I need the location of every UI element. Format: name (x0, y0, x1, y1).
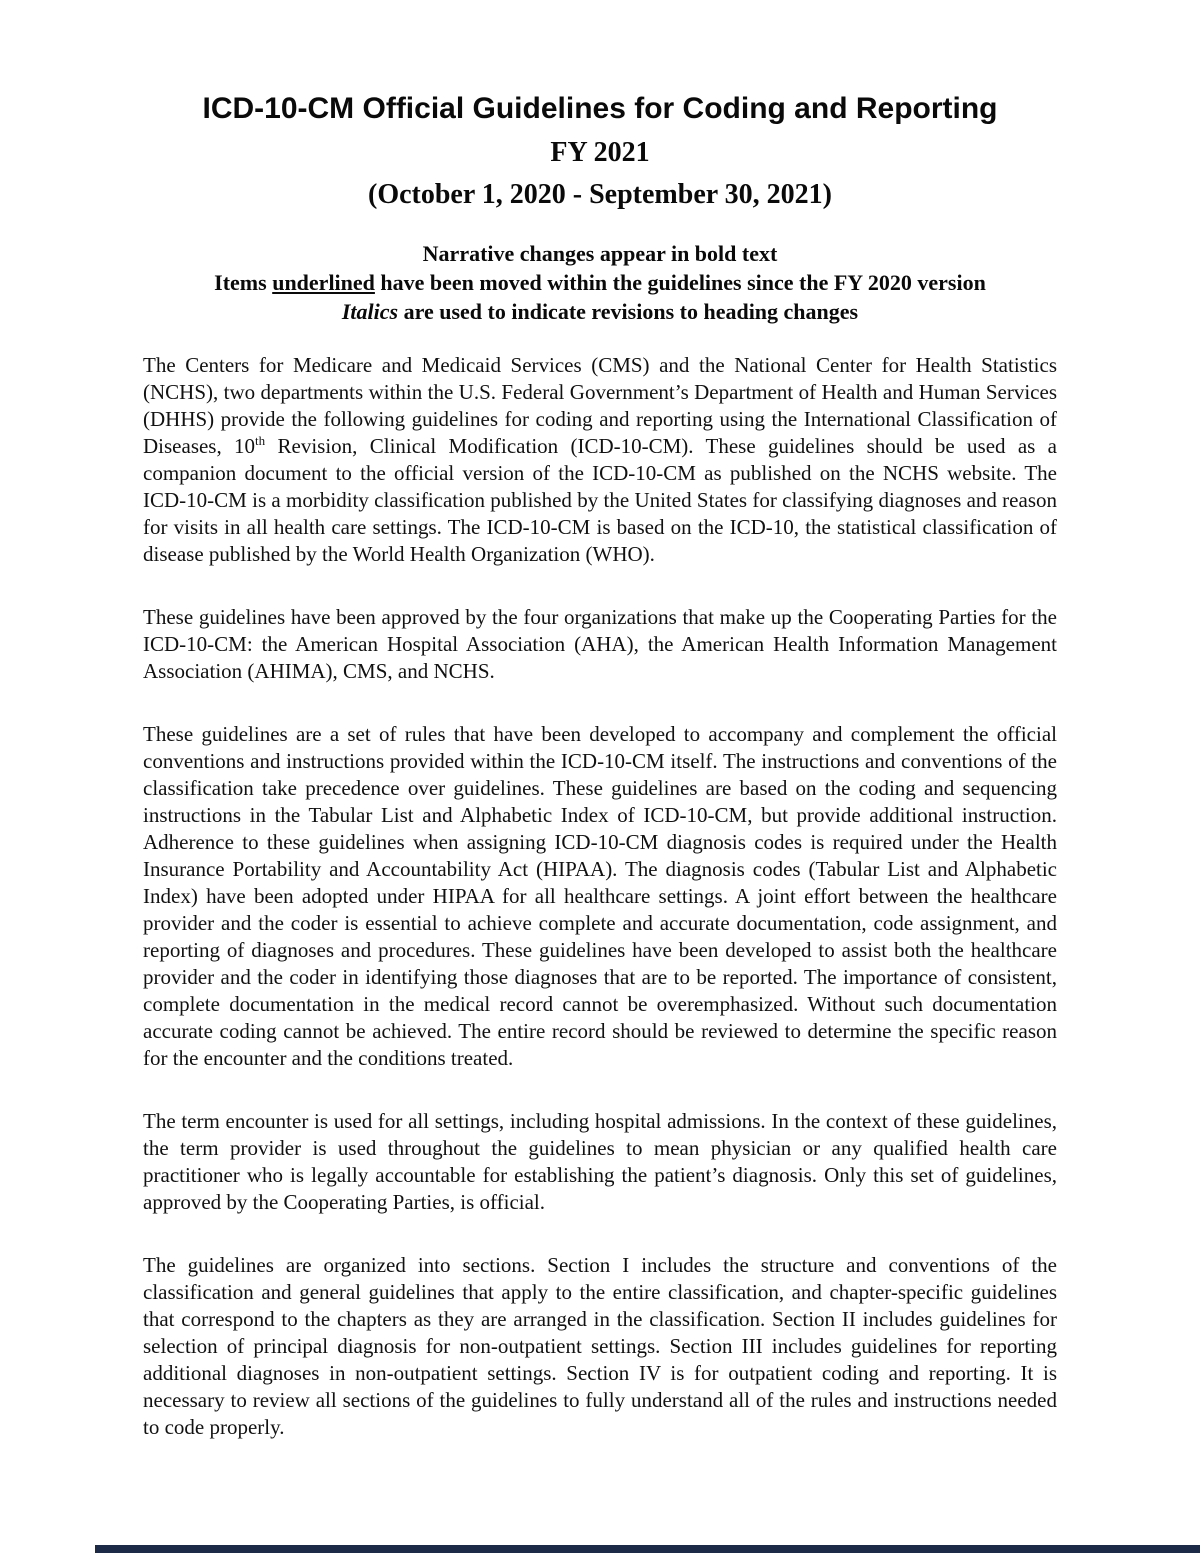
notice-underlined-items: Items underlined have been moved within the guidelines since the FY 2020 version (214, 269, 986, 295)
date-range-subtitle: (October 1, 2020 - September 30, 2021) (368, 178, 832, 210)
notice-bold-text: Narrative changes appear in bold text (422, 240, 778, 266)
page-title: ICD-10-CM Official Guidelines for Coding and Reporting (202, 92, 998, 125)
next-page-top-edge (95, 1545, 1200, 1553)
paragraph-cooperating-parties: These guidelines have been approved by the four organizations that make up the Cooperating Parties for the ICD-10-CM: the American Hospital Association (AHA), the American Health Information Management Association (AHIMA), CMS, and NCHS. (143, 604, 1057, 683)
paragraph-cms-nchs-intro: The Centers for Medicare and Medicaid Services (CMS) and the National Center for Health Statistics (NCHS), two departments within the U.S. Federal Government’s Department of Health and Human Services (DHHS) provide the following guidelines for coding and reporting using the International Classification of Diseases, 10th Revision, Clinical Modification (ICD-10-CM). These guidelines should be used as a companion document to the official version of the ICD-10-CM as published on the NCHS website. The ICD-10-CM is a morbidity classification published by the United States for classifying diagnoses and reason for visits in all health care settings. The ICD-10-CM is based on the ICD-10, the statistical classification of disease published by the World Health Organization (WHO). (143, 352, 1057, 566)
fiscal-year-subtitle: FY 2021 (550, 137, 650, 168)
paragraph-encounter-provider-terms: The term encounter is used for all settings, including hospital admissions. In the context of these guidelines, the term provider is used throughout the guidelines to mean physician or any qualified health care practitioner who is legally accountable for establishing the patient’s diagnosis. Only this set of guidelines, approved by the Cooperating Parties, is official. (143, 1108, 1057, 1214)
paragraph-sections-overview: The guidelines are organized into sections. Section I includes the structure and conventions of the classification and general guidelines that apply to the entire classification, and chapter-specific guidelines that correspond to the chapters as they are arranged in the classification. Section II includes guidelines for selection of principal diagnosis for non-outpatient settings. Section III includes guidelines for reporting additional diagnoses in non-outpatient settings. Section IV is for outpatient coding and reporting. It is necessary to review all sections of the guidelines to fully understand all of the rules and instructions needed to code properly. (143, 1252, 1057, 1439)
notice-italics-usage: Italics are used to indicate revisions to heading changes (341, 298, 859, 324)
formatting-notice-block (143, 239, 1057, 326)
document-body (143, 352, 1057, 1441)
paragraph-rules-hipaa: These guidelines are a set of rules that have been developed to accompany and complement the official conventions and instructions provided within the ICD-10-CM itself. The instructions and conventions of the classification take precedence over guidelines. These guidelines are based on the coding and sequencing instructions in the Tabular List and Alphabetic Index of ICD-10-CM, but provide additional instruction. Adherence to these guidelines when assigning ICD-10-CM diagnosis codes is required under the Health Insurance Portability and Accountability Act (HIPAA). The diagnosis codes (Tabular List and Alphabetic Index) have been adopted under HIPAA for all healthcare settings. A joint effort between the healthcare provider and the coder is essential to achieve complete and accurate documentation, code assignment, and reporting of diagnoses and procedures. These guidelines have been developed to assist both the healthcare provider and the coder in identifying those diagnoses that are to be reported. The importance of consistent, complete documentation in the medical record cannot be overemphasized. Without such documentation accurate coding cannot be achieved. The entire record should be reviewed to determine the specific reason for the encounter and the conditions treated. (143, 721, 1057, 1070)
